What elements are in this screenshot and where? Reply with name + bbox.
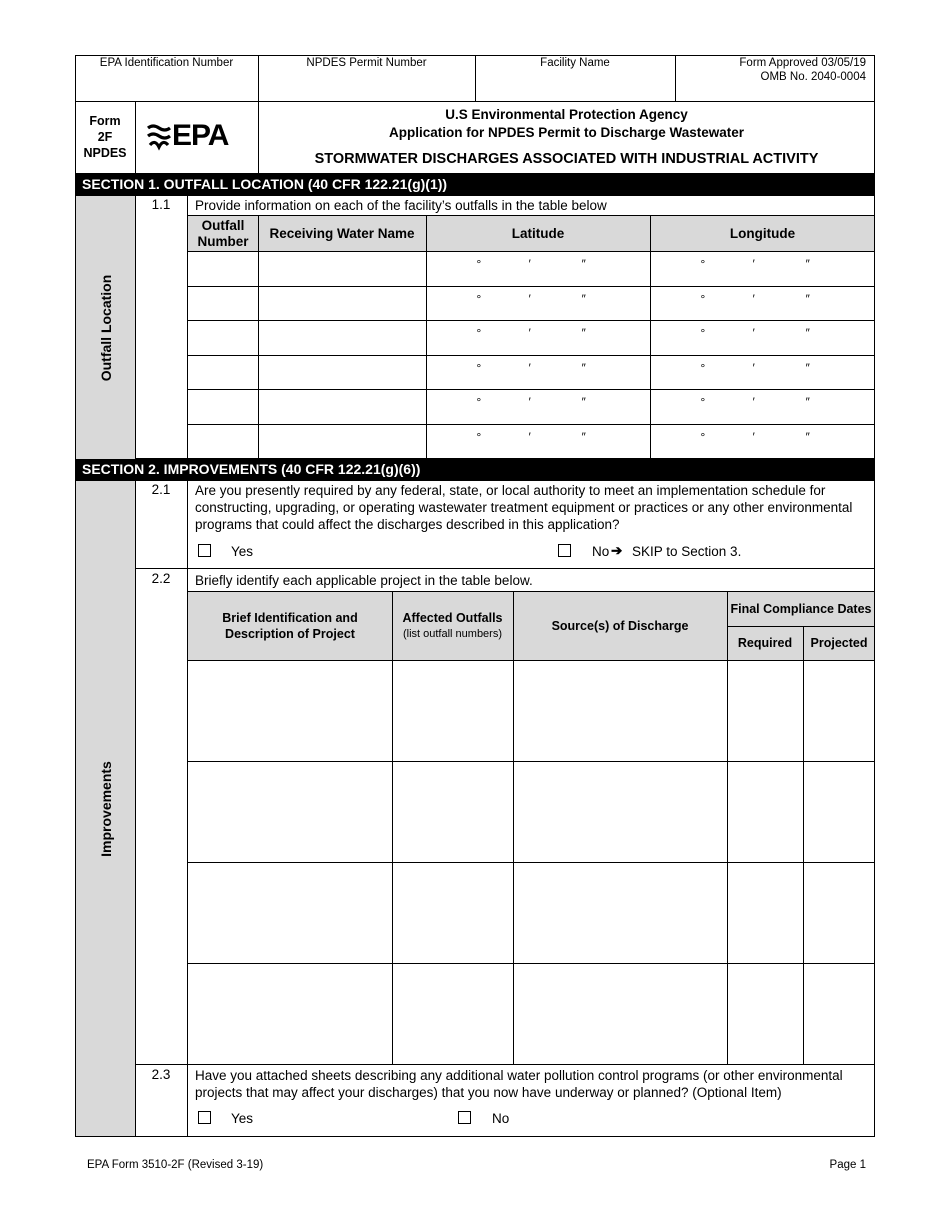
longitude-deg-symbol: ° [700, 257, 705, 271]
longitude-min-symbol: ′ [752, 430, 755, 444]
latitude-min-symbol: ′ [528, 326, 531, 341]
col-final-compliance-dates: Final Compliance Dates [730, 602, 872, 616]
outfall-row-divider [187, 320, 875, 321]
longitude-deg-symbol: ° [700, 360, 705, 375]
col-latitude: Latitude [511, 226, 565, 241]
latitude-deg-symbol: ° [476, 395, 481, 410]
item-2-2-instruction: Briefly identify each applicable project in the table below. [195, 573, 533, 588]
epa-logo-text: EPA [172, 119, 229, 152]
page-number: Page 1 [829, 1159, 866, 1171]
latitude-sec-symbol: ″ [581, 395, 586, 410]
longitude-sec-symbol: ″ [805, 257, 810, 271]
outfall-row[interactable] [188, 287, 874, 321]
item-2-2-number: 2.2 [151, 571, 171, 586]
outfall-row[interactable] [188, 390, 874, 424]
facility-name-label: Facility Name [540, 57, 610, 69]
project-row[interactable] [188, 863, 874, 963]
form-program: NPDES [83, 146, 127, 160]
outfall-row-divider [187, 424, 875, 425]
longitude-deg-symbol: ° [700, 326, 705, 341]
section2-side-label: Improvements [97, 760, 114, 857]
outfall-row[interactable] [188, 321, 874, 355]
latitude-sec-symbol: ″ [581, 291, 586, 306]
latitude-sec-symbol: ″ [581, 326, 586, 341]
item-2-1-question: Are you presently required by any federal, state, or local authority to meet an implementation schedule for constructing, upgrading, or operating wastewater treatment equipment or practices or any other environmental programs that could affect the discharges described in this application? [195, 483, 853, 532]
epa-logo [146, 120, 246, 156]
col-affected-outfalls-sub: (list outfall numbers) [402, 628, 503, 640]
col-required: Required [737, 636, 793, 650]
agency-name: U.S Environmental Protection Agency [445, 107, 688, 122]
latitude-sec-symbol: ″ [581, 257, 586, 271]
section2-side-panel [76, 481, 135, 1136]
longitude-min-symbol: ′ [752, 395, 755, 410]
longitude-min-symbol: ′ [752, 326, 755, 341]
form-label: Form [89, 114, 121, 128]
col-affected-outfalls: Affected Outfalls [402, 611, 503, 625]
latitude-deg-symbol: ° [476, 430, 481, 444]
item-2-3-no-label: No [492, 1111, 510, 1126]
item-2-1-yes-label: Yes [231, 544, 254, 559]
latitude-min-symbol: ′ [528, 430, 531, 444]
item-1-1-instruction: Provide information on each of the facility’s outfalls in the table below [195, 198, 607, 213]
item-2-1-yes-checkbox[interactable] [198, 544, 211, 557]
col-projected: Projected [810, 636, 868, 650]
outfall-row[interactable] [188, 252, 874, 286]
latitude-deg-symbol: ° [476, 291, 481, 306]
longitude-deg-symbol: ° [700, 430, 705, 444]
form-approved-text: Form Approved 03/05/19 [739, 57, 866, 69]
longitude-sec-symbol: ″ [805, 430, 810, 444]
item-2-3-question: Have you attached sheets describing any additional water pollution control programs (or other environmental projects that may affect your discharges) that you now have underway or planned? (Optional Item) [195, 1068, 843, 1100]
longitude-sec-symbol: ″ [805, 326, 810, 341]
form-subtitle: STORMWATER DISCHARGES ASSOCIATED WITH INDUSTRIAL ACTIVITY [314, 151, 819, 167]
col-project-description: Brief Identification and Description of Project [222, 611, 358, 641]
longitude-sec-symbol: ″ [805, 395, 810, 410]
latitude-min-symbol: ′ [528, 395, 531, 410]
latitude-min-symbol: ′ [528, 360, 531, 375]
item-2-1-no-label: No [592, 544, 610, 559]
project-row[interactable] [188, 964, 874, 1064]
section2-heading: SECTION 2. IMPROVEMENTS (40 CFR 122.21(g)(6)) [75, 459, 875, 480]
longitude-min-symbol: ′ [752, 360, 755, 375]
latitude-sec-symbol: ″ [581, 430, 586, 444]
col-sources-of-discharge: Source(s) of Discharge [551, 619, 689, 633]
col-outfall-number: Outfall Number [197, 217, 249, 249]
form-number: 2F [97, 130, 113, 144]
item-2-3-no-checkbox[interactable] [458, 1111, 471, 1124]
longitude-min-symbol: ′ [752, 291, 755, 306]
longitude-sec-symbol: ″ [805, 360, 810, 375]
item-2-1-number: 2.1 [151, 482, 171, 497]
col-receiving-water: Receiving Water Name [269, 226, 415, 241]
latitude-deg-symbol: ° [476, 257, 481, 271]
epa-flower-icon [146, 123, 172, 151]
outfall-row-divider [187, 355, 875, 356]
omb-number-text: OMB No. 2040-0004 [760, 71, 866, 83]
outfall-row[interactable] [188, 425, 874, 459]
col-longitude: Longitude [729, 226, 796, 241]
npdes-permit-label: NPDES Permit Number [306, 57, 427, 69]
item-2-3-yes-label: Yes [231, 1111, 254, 1126]
latitude-sec-symbol: ″ [581, 360, 586, 375]
latitude-deg-symbol: ° [476, 326, 481, 341]
latitude-deg-symbol: ° [476, 360, 481, 375]
epa-id-label: EPA Identification Number [99, 57, 234, 69]
longitude-deg-symbol: ° [700, 291, 705, 306]
section1-heading: SECTION 1. OUTFALL LOCATION (40 CFR 122.21(g)(1)) [75, 174, 875, 195]
project-row[interactable] [188, 762, 874, 862]
latitude-min-symbol: ′ [528, 291, 531, 306]
longitude-sec-symbol: ″ [805, 291, 810, 306]
outfall-row-divider [187, 286, 875, 287]
application-title: Application for NPDES Permit to Discharge Wastewater [388, 125, 745, 140]
section1-side-panel [76, 196, 135, 459]
item-2-3-number: 2.3 [151, 1067, 171, 1082]
longitude-min-symbol: ′ [752, 257, 755, 271]
outfall-row-divider [187, 389, 875, 390]
latitude-min-symbol: ′ [528, 257, 531, 271]
longitude-deg-symbol: ° [700, 395, 705, 410]
form-id-footer: EPA Form 3510-2F (Revised 3-19) [87, 1159, 264, 1171]
item-1-1-number: 1.1 [151, 197, 171, 212]
project-row[interactable] [188, 661, 874, 761]
item-2-1-no-checkbox[interactable] [558, 544, 571, 557]
item-2-1-skip-text: SKIP to Section 3. [632, 544, 742, 559]
outfall-row[interactable] [188, 356, 874, 390]
item-2-3-yes-checkbox[interactable] [198, 1111, 211, 1124]
section1-side-label: Outfall Location [97, 274, 114, 381]
skip-arrow-icon: ➔ [611, 543, 623, 558]
